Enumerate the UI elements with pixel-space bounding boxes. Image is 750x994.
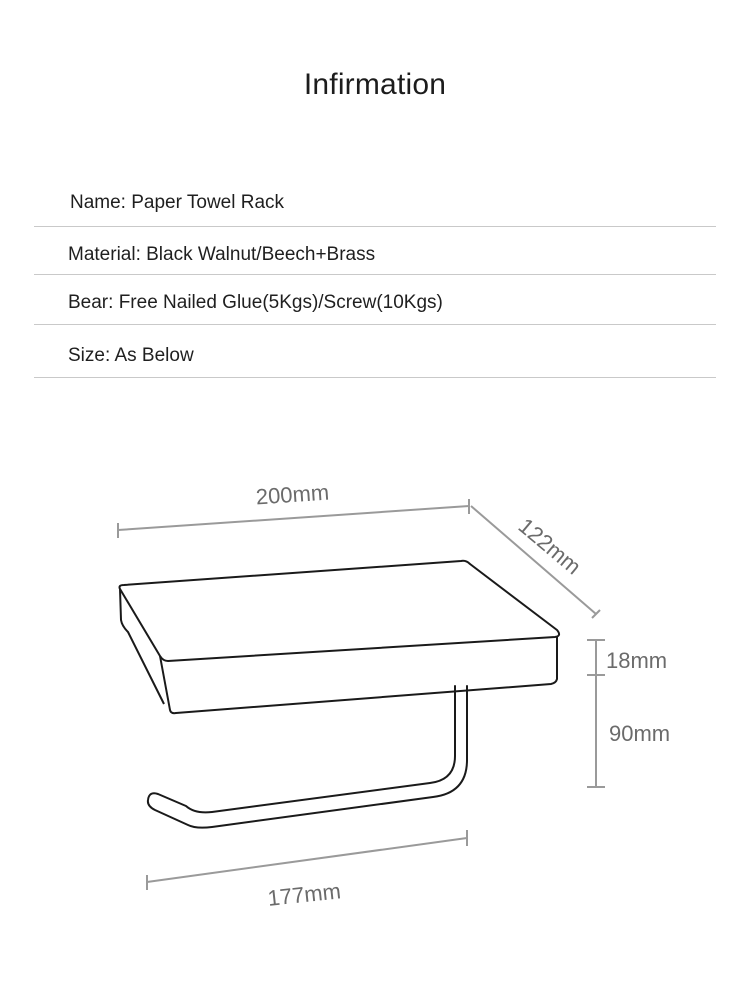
dim-label-90: 90mm bbox=[609, 721, 671, 746]
dim-label-177: 177mm bbox=[266, 878, 343, 911]
spec-name-text: Name: Paper Towel Rack bbox=[70, 192, 285, 213]
dim-label-18: 18mm bbox=[606, 648, 668, 673]
dim-label-122: 122mm bbox=[513, 513, 586, 580]
spec-bear-text: Bear: Free Nailed Glue(5Kgs)/Screw(10Kgs) bbox=[68, 292, 443, 313]
spec-material-text: Material: Black Walnut/Beech+Brass bbox=[68, 244, 376, 265]
spec-size-text: Size: As Below bbox=[68, 345, 194, 366]
holder-bar bbox=[148, 686, 467, 828]
dim-label-200: 200mm bbox=[255, 479, 330, 510]
shelf-board bbox=[120, 561, 560, 713]
page-title: Infirmation bbox=[303, 68, 447, 101]
dim-line-vertical bbox=[587, 640, 605, 787]
